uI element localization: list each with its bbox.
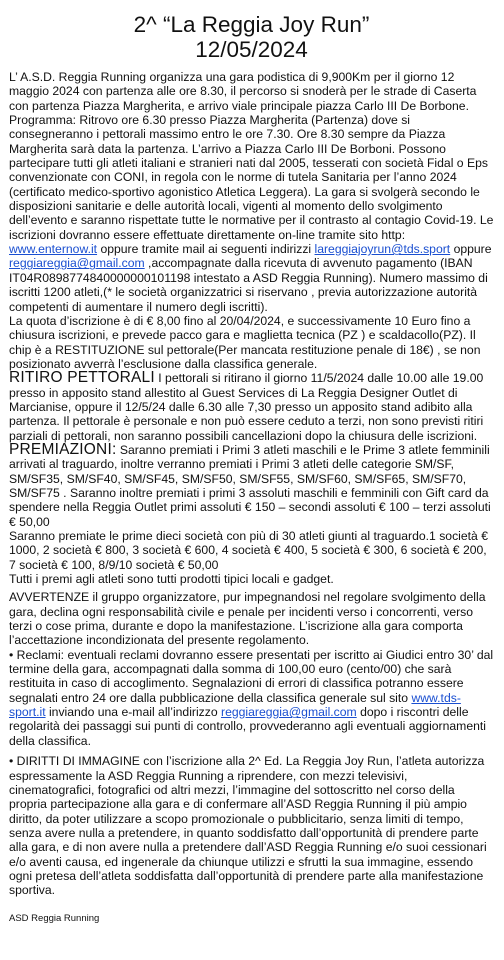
document-body: [9, 70, 494, 926]
premiazioni-paragraph: [9, 440, 494, 529]
title-event-date: 12/05/2024: [195, 37, 308, 62]
document-title: [9, 12, 494, 62]
gmail-link[interactable]: reggiareggia@gmail.com: [9, 256, 145, 271]
tds-sport-link[interactable]: www.tds-sport.it: [9, 690, 461, 720]
fee-paragraph: La quota d’iscrizione è di € 8,00 fino al 20/04/2024, e successivamente 10 Euro fino a chiusura iscrizioni, e prevede pacco gara e maglietta tecnica (PZ ) e scaldacollo(PZ). Il chip è a RESTITUZIONE sul pettorale(Per mancata restituzione penale di 18€) , se non posizionato avverrà l’esclusione dalla classifica generale.: [9, 313, 481, 371]
enternow-link[interactable]: www.enternow.it: [9, 242, 98, 257]
intro-text-b: oppure tramite mail ai seguenti indirizzi: [97, 242, 315, 257]
title-event-name: 2^ “La Reggia Joy Run”: [133, 12, 370, 37]
reclami-text-c: dopo i riscontri delle regolarità dei passaggi sui punti di controllo, provvederanno agli eventuali aggiornamenti della classifica.: [9, 705, 486, 748]
reclami-paragraph: [9, 648, 494, 748]
pettorali-heading: RITIRO PETTORALI: [9, 369, 155, 387]
premiazioni-heading: PREMIAZIONI:: [9, 440, 117, 458]
intro-paragraph: [9, 70, 494, 314]
reclami-mail-link[interactable]: reggiareggia@gmail.com: [221, 705, 357, 720]
intro-text-d: ,accompagnate dalla ricevuta di avvenuto pagamento (IBAN IT04R0898774840000000101198 intestato a ASD Reggia Running). Numero massimo di iscritti 1200 atleti,(* le società organizzatrici si riservano , previa autorizzazione autorità competenti di aumentare il numero degli iscritti).: [9, 256, 488, 314]
diritti-paragraph: • DIRITTI DI IMMAGINE con l’iscrizione alla 2^ Ed. La Reggia Joy Run, l’atleta autorizza espressamente la ASD Reggia Running a riprendere, con mezzi televisivi, cinematografici, fotografici od altri mezzi, l’immagine del sottoscritto nel corso della propria partecipazione alla gara e di confermare all’ASD Reggia Running il più ampio diritto, da poter utilizzare a scopo promozionale o pubblicitario, senza limiti di tempo, senza avere nulla a pretendere, in quanto soddisfatto dall’opportunità di prendere parte alla gara, e di non avere nulla a pretendere dall’ASD Reggia Running e/o suoi cessionari e/o aventi causa, ed ingenerale da chiunque utilizzi e sfrutti la sua immagine, essendo ogni pretesa dell’atleta soddisfatta dall’opportunità di prendere parte alla manifestazione sportiva.: [9, 754, 487, 898]
premiazioni-text: Saranno premiati i Primi 3 atleti maschili e le Prime 3 atlete femminili arrivati al traguardo, inoltre verranno premiati i Primi 3 atleti delle categorie SM/SF, SM/SF35, SM/SF40, SM/SF45, SM/SF50, SM/SF55, SM/SF60, SM/SF65, SM/SF70, SM/SF75 . Saranno inoltre premiati i primi 3 assoluti maschili e femminili con Gift card da spendere nella Reggia Outlet primi assoluti € 150 – secondi assoluti € 100 – terzi assoluti € 50,00: [9, 442, 491, 529]
intro-text-a: L’ A.S.D. Reggia Running organizza una gara podistica di 9,900Km per il giorno 12 maggio 2024 con partenza alle ore 8.30, il percorso si snoderà per le strade di Caserta con partenza Piazza Margherita, e arrivo viale principale piazza Carlo III De Borbone. Programma: Ritrovo ore 6.30 presso Piazza Margherita (Partenza) dove si consegneranno i pettorali massimo entro le ore 7.30. Ore 8.30 sempre da Piazza Margherita sarà data la partenza. L’arrivo a Piazza Carlo III De Borboni. Possono partecipare tutti gli atleti italiani e stranieri nati dal 2005, tesserati con società Fidal o Eps convenzionate con CONI, in regola con le norme di tutela Sanitaria per l’anno 2024 (certificato medico-sportivo agonistico Atletica Leggera). La gara si svolgerà secondo le disposizioni sanitarie e delle autorità locali, vigenti al momento dello svolgimento dell’evento e saranno rispettate tutte le normative per il contrasto al contagio Covid-19. Le iscrizioni dovranno essere effettuate direttamente on-line tramite sito http:: [9, 70, 494, 242]
reclami-text-a: • Reclami: eventuali reclami dovranno essere presentati per iscritto ai Giudici entro 30’ dal termine della gara, accompagnati dalla somma di 100,00 euro (cento/00) che sarà restituita in caso di accoglimento. Segnalazioni di errori di classifica potranno essere segnalati entro 24 ore dalla pubblicazione della classifica generale sul sito: [9, 647, 494, 705]
tds-mail-link[interactable]: lareggiajoyrun@tds.sport: [314, 242, 451, 257]
pettorali-text: I pettorali si ritirano il giorno 11/5/2024 dalle 10.00 alle 19.00 presso in apposito stand allestito al Guest Services di La Reggia Designer Outlet di Marcianise, oppure il 12/5/24 dalle 6.30 alle 7,30 presso un apposito stand adibito alla partenza. Il pettorale è personale e non può essere ceduto a terzi, non sono previsti ritiri parziali di pettorali, non saranno possibili cancellazioni dopo la chiusura delle iscrizioni.: [9, 371, 484, 443]
intro-text-c: oppure: [450, 242, 492, 257]
avvertenze-paragraph: AVVERTENZE il gruppo organizzatore, pur impegnandosi nel regolare svolgimento della gara, declina ogni responsabilità civile e penale per incidenti verso i concorrenti, verso terzi o cose prima, durante e dopo la manifestazione. L’iscrizione alla gara comporta l’accettazione incondizionata del presente regolamento.: [9, 590, 486, 648]
reclami-text-b: inviando una e-mail all’indirizzo: [45, 705, 222, 720]
societa-paragraph: Saranno premiate le prime dieci società con più di 30 atleti giunti al traguardo.1 società € 1000, 2 società € 800, 3 società € 600, 4 società € 400, 5 società € 300, 6 società € 200, 7 società € 100, 8/9/10 società € 50,00: [9, 529, 488, 572]
prodotti-paragraph: Tutti i premi agli atleti sono tutti prodotti tipici locali e gadget.: [9, 572, 334, 587]
pettorali-paragraph: [9, 371, 494, 443]
signature: ASD Reggia Running: [9, 912, 100, 924]
